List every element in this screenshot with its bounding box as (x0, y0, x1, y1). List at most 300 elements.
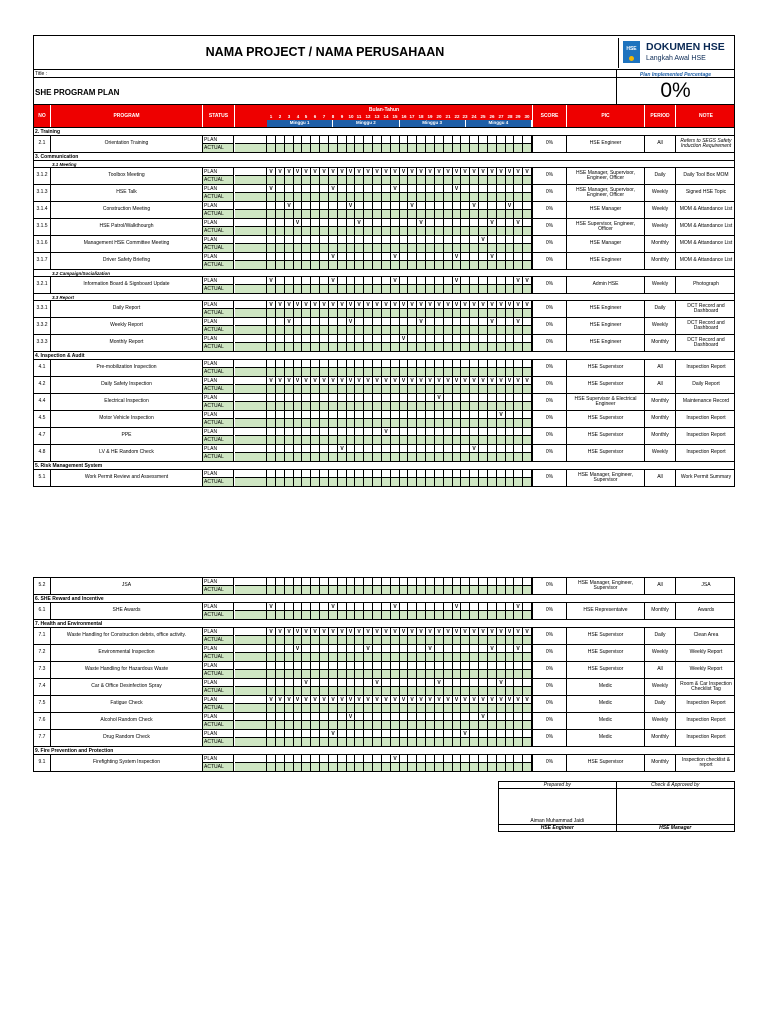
plan-day-cell[interactable] (444, 645, 453, 652)
plan-day-cell[interactable] (400, 236, 408, 243)
plan-day-cell[interactable] (382, 730, 391, 737)
plan-day-cell[interactable] (355, 645, 364, 652)
plan-day-cell[interactable]: V (453, 253, 461, 260)
plan-day-cell[interactable] (444, 578, 453, 585)
actual-day-cell[interactable] (347, 210, 355, 218)
plan-day-cell[interactable] (311, 360, 320, 367)
actual-day-cell[interactable] (488, 343, 497, 351)
plan-day-cell[interactable]: V (453, 628, 461, 635)
actual-day-cell[interactable] (382, 144, 391, 152)
plan-day-cell[interactable]: V (417, 168, 426, 175)
actual-day-cell[interactable] (311, 636, 320, 644)
plan-day-cell[interactable]: V (497, 696, 506, 703)
plan-day-cell[interactable] (391, 202, 400, 209)
actual-day-cell[interactable] (311, 738, 320, 746)
actual-day-cell[interactable] (329, 285, 338, 293)
actual-day-cell[interactable] (267, 419, 276, 427)
actual-day-cell[interactable] (523, 436, 532, 444)
plan-day-cell[interactable] (470, 713, 479, 720)
plan-day-cell[interactable]: V (426, 645, 435, 652)
actual-day-cell[interactable] (408, 144, 417, 152)
plan-day-cell[interactable] (523, 394, 532, 401)
actual-day-cell[interactable] (400, 227, 408, 235)
actual-day-cell[interactable] (400, 721, 408, 729)
actual-day-cell[interactable] (311, 721, 320, 729)
actual-day-cell[interactable] (506, 244, 514, 252)
plan-day-cell[interactable] (276, 335, 285, 342)
plan-day-cell[interactable] (329, 428, 338, 435)
actual-day-cell[interactable] (294, 636, 302, 644)
actual-day-cell[interactable] (276, 763, 285, 771)
plan-day-cell[interactable] (497, 470, 506, 477)
plan-day-cell[interactable] (267, 428, 276, 435)
actual-day-cell[interactable] (329, 721, 338, 729)
actual-day-cell[interactable] (400, 210, 408, 218)
actual-day-cell[interactable] (276, 244, 285, 252)
plan-day-cell[interactable] (479, 755, 488, 762)
actual-day-cell[interactable] (382, 368, 391, 376)
actual-day-cell[interactable] (453, 611, 461, 619)
plan-day-cell[interactable]: V (444, 168, 453, 175)
plan-day-cell[interactable] (311, 277, 320, 284)
plan-day-cell[interactable]: V (479, 628, 488, 635)
actual-day-cell[interactable] (267, 670, 276, 678)
actual-day-cell[interactable] (311, 385, 320, 393)
actual-day-cell[interactable] (417, 586, 426, 594)
plan-day-cell[interactable] (276, 253, 285, 260)
plan-day-cell[interactable] (426, 755, 435, 762)
actual-day-cell[interactable] (382, 285, 391, 293)
plan-day-cell[interactable]: V (470, 202, 479, 209)
plan-day-cell[interactable]: V (479, 168, 488, 175)
plan-day-cell[interactable]: V (435, 394, 444, 401)
plan-day-cell[interactable] (302, 253, 311, 260)
plan-day-cell[interactable] (320, 603, 329, 610)
actual-day-cell[interactable] (382, 653, 391, 661)
plan-day-cell[interactable] (302, 713, 311, 720)
plan-day-cell[interactable] (364, 603, 373, 610)
actual-day-cell[interactable] (347, 478, 355, 486)
actual-day-cell[interactable] (408, 453, 417, 461)
plan-day-cell[interactable]: V (276, 301, 285, 308)
actual-day-cell[interactable] (417, 144, 426, 152)
plan-day-cell[interactable] (320, 219, 329, 226)
actual-day-cell[interactable] (453, 653, 461, 661)
plan-day-cell[interactable] (470, 730, 479, 737)
actual-day-cell[interactable] (514, 419, 523, 427)
plan-day-cell[interactable] (514, 236, 523, 243)
plan-day-cell[interactable] (417, 253, 426, 260)
actual-day-cell[interactable] (311, 326, 320, 334)
actual-day-cell[interactable] (338, 144, 347, 152)
plan-day-cell[interactable] (400, 318, 408, 325)
plan-day-cell[interactable] (435, 755, 444, 762)
actual-day-cell[interactable] (329, 343, 338, 351)
actual-day-cell[interactable] (320, 343, 329, 351)
actual-day-cell[interactable] (400, 653, 408, 661)
actual-day-cell[interactable] (497, 704, 506, 712)
actual-day-cell[interactable] (320, 738, 329, 746)
actual-day-cell[interactable] (294, 176, 302, 184)
actual-day-cell[interactable] (391, 402, 400, 410)
actual-day-cell[interactable] (329, 176, 338, 184)
plan-day-cell[interactable] (347, 236, 355, 243)
actual-day-cell[interactable] (479, 285, 488, 293)
plan-day-cell[interactable] (364, 335, 373, 342)
plan-day-cell[interactable]: V (461, 377, 470, 384)
actual-day-cell[interactable] (320, 704, 329, 712)
actual-day-cell[interactable] (479, 210, 488, 218)
actual-day-cell[interactable] (408, 309, 417, 317)
plan-day-cell[interactable] (453, 219, 461, 226)
actual-day-cell[interactable] (461, 704, 470, 712)
actual-day-cell[interactable] (408, 763, 417, 771)
plan-day-cell[interactable] (444, 411, 453, 418)
plan-day-cell[interactable] (417, 394, 426, 401)
plan-day-cell[interactable] (488, 394, 497, 401)
plan-day-cell[interactable]: V (338, 168, 347, 175)
plan-day-cell[interactable] (373, 428, 382, 435)
plan-day-cell[interactable] (506, 360, 514, 367)
plan-day-cell[interactable] (400, 578, 408, 585)
actual-day-cell[interactable] (338, 611, 347, 619)
actual-day-cell[interactable] (497, 193, 506, 201)
actual-day-cell[interactable] (382, 586, 391, 594)
plan-day-cell[interactable] (488, 603, 497, 610)
actual-day-cell[interactable] (400, 244, 408, 252)
actual-day-cell[interactable] (373, 611, 382, 619)
plan-day-cell[interactable] (497, 394, 506, 401)
actual-day-cell[interactable] (285, 738, 294, 746)
plan-day-cell[interactable] (461, 136, 470, 143)
actual-day-cell[interactable] (470, 385, 479, 393)
plan-day-cell[interactable] (523, 318, 532, 325)
actual-day-cell[interactable] (453, 385, 461, 393)
plan-day-cell[interactable]: V (408, 377, 417, 384)
plan-day-cell[interactable] (338, 335, 347, 342)
plan-day-cell[interactable] (320, 679, 329, 686)
plan-day-cell[interactable] (285, 428, 294, 435)
actual-day-cell[interactable] (453, 368, 461, 376)
plan-day-cell[interactable] (408, 277, 417, 284)
actual-day-cell[interactable] (435, 368, 444, 376)
actual-day-cell[interactable] (302, 453, 311, 461)
plan-day-cell[interactable] (444, 445, 453, 452)
actual-day-cell[interactable] (267, 611, 276, 619)
actual-day-cell[interactable] (488, 176, 497, 184)
plan-day-cell[interactable] (408, 394, 417, 401)
actual-day-cell[interactable] (294, 670, 302, 678)
plan-day-cell[interactable] (497, 202, 506, 209)
actual-day-cell[interactable] (453, 763, 461, 771)
actual-day-cell[interactable] (364, 763, 373, 771)
plan-day-cell[interactable]: V (285, 377, 294, 384)
plan-day-cell[interactable]: V (364, 628, 373, 635)
plan-day-cell[interactable] (267, 713, 276, 720)
plan-day-cell[interactable] (329, 360, 338, 367)
plan-day-cell[interactable] (355, 755, 364, 762)
actual-day-cell[interactable] (479, 309, 488, 317)
actual-day-cell[interactable] (285, 419, 294, 427)
plan-day-cell[interactable] (320, 318, 329, 325)
plan-day-cell[interactable] (347, 645, 355, 652)
plan-day-cell[interactable]: V (338, 377, 347, 384)
actual-day-cell[interactable] (373, 419, 382, 427)
actual-day-cell[interactable] (514, 670, 523, 678)
actual-day-cell[interactable] (267, 436, 276, 444)
plan-day-cell[interactable] (426, 277, 435, 284)
plan-day-cell[interactable] (329, 755, 338, 762)
actual-day-cell[interactable] (523, 285, 532, 293)
plan-day-cell[interactable] (435, 603, 444, 610)
plan-day-cell[interactable]: V (470, 628, 479, 635)
plan-day-cell[interactable]: V (479, 236, 488, 243)
plan-day-cell[interactable] (470, 578, 479, 585)
plan-day-cell[interactable]: V (453, 603, 461, 610)
actual-day-cell[interactable] (355, 309, 364, 317)
plan-day-cell[interactable]: V (400, 168, 408, 175)
actual-day-cell[interactable] (302, 285, 311, 293)
actual-day-cell[interactable] (426, 210, 435, 218)
actual-day-cell[interactable] (461, 244, 470, 252)
plan-day-cell[interactable] (426, 713, 435, 720)
plan-day-cell[interactable] (302, 730, 311, 737)
plan-day-cell[interactable] (417, 185, 426, 192)
plan-day-cell[interactable] (373, 360, 382, 367)
actual-day-cell[interactable] (329, 738, 338, 746)
plan-day-cell[interactable] (267, 645, 276, 652)
plan-day-cell[interactable] (329, 411, 338, 418)
actual-day-cell[interactable] (523, 763, 532, 771)
actual-day-cell[interactable] (267, 586, 276, 594)
plan-day-cell[interactable] (391, 730, 400, 737)
plan-day-cell[interactable]: V (453, 277, 461, 284)
actual-day-cell[interactable] (311, 453, 320, 461)
actual-day-cell[interactable] (523, 176, 532, 184)
actual-day-cell[interactable] (470, 611, 479, 619)
plan-day-cell[interactable]: V (444, 301, 453, 308)
plan-day-cell[interactable] (391, 335, 400, 342)
plan-day-cell[interactable] (302, 578, 311, 585)
plan-day-cell[interactable] (488, 136, 497, 143)
actual-day-cell[interactable] (514, 687, 523, 695)
plan-day-cell[interactable]: V (400, 377, 408, 384)
plan-day-cell[interactable]: V (523, 696, 532, 703)
plan-day-cell[interactable]: V (444, 696, 453, 703)
plan-day-cell[interactable] (294, 185, 302, 192)
actual-day-cell[interactable] (497, 244, 506, 252)
actual-day-cell[interactable] (435, 402, 444, 410)
plan-day-cell[interactable] (329, 335, 338, 342)
plan-day-cell[interactable] (285, 713, 294, 720)
plan-day-cell[interactable] (364, 679, 373, 686)
plan-day-cell[interactable] (444, 394, 453, 401)
plan-day-cell[interactable] (382, 713, 391, 720)
plan-day-cell[interactable] (302, 411, 311, 418)
plan-day-cell[interactable] (338, 713, 347, 720)
plan-day-cell[interactable] (400, 136, 408, 143)
plan-day-cell[interactable]: V (294, 645, 302, 652)
plan-day-cell[interactable] (382, 277, 391, 284)
plan-day-cell[interactable]: V (276, 696, 285, 703)
actual-day-cell[interactable] (408, 586, 417, 594)
actual-day-cell[interactable] (479, 368, 488, 376)
actual-day-cell[interactable] (479, 478, 488, 486)
actual-day-cell[interactable] (294, 244, 302, 252)
plan-day-cell[interactable] (506, 713, 514, 720)
plan-day-cell[interactable] (400, 603, 408, 610)
plan-day-cell[interactable]: V (320, 377, 329, 384)
plan-day-cell[interactable] (391, 713, 400, 720)
actual-day-cell[interactable] (364, 611, 373, 619)
actual-day-cell[interactable] (470, 326, 479, 334)
actual-day-cell[interactable] (329, 193, 338, 201)
plan-day-cell[interactable] (382, 578, 391, 585)
plan-day-cell[interactable] (479, 277, 488, 284)
actual-day-cell[interactable] (338, 193, 347, 201)
plan-day-cell[interactable] (382, 470, 391, 477)
actual-day-cell[interactable] (506, 653, 514, 661)
actual-day-cell[interactable] (435, 687, 444, 695)
plan-day-cell[interactable]: V (267, 628, 276, 635)
plan-day-cell[interactable] (497, 219, 506, 226)
plan-day-cell[interactable] (355, 411, 364, 418)
plan-day-cell[interactable] (408, 136, 417, 143)
actual-day-cell[interactable] (417, 653, 426, 661)
actual-day-cell[interactable] (497, 586, 506, 594)
plan-day-cell[interactable] (294, 394, 302, 401)
plan-day-cell[interactable] (523, 202, 532, 209)
plan-day-cell[interactable]: V (400, 696, 408, 703)
actual-day-cell[interactable] (267, 738, 276, 746)
plan-day-cell[interactable] (435, 335, 444, 342)
plan-day-cell[interactable] (382, 335, 391, 342)
plan-day-cell[interactable] (400, 445, 408, 452)
plan-day-cell[interactable] (488, 335, 497, 342)
actual-day-cell[interactable] (408, 611, 417, 619)
plan-day-cell[interactable] (267, 411, 276, 418)
plan-day-cell[interactable] (320, 662, 329, 669)
actual-day-cell[interactable] (320, 368, 329, 376)
plan-day-cell[interactable] (408, 755, 417, 762)
actual-day-cell[interactable] (417, 176, 426, 184)
actual-day-cell[interactable] (302, 402, 311, 410)
plan-day-cell[interactable] (267, 253, 276, 260)
actual-day-cell[interactable] (373, 704, 382, 712)
plan-day-cell[interactable]: V (391, 755, 400, 762)
actual-day-cell[interactable] (320, 611, 329, 619)
plan-day-cell[interactable]: V (347, 713, 355, 720)
plan-day-cell[interactable] (311, 236, 320, 243)
actual-day-cell[interactable] (453, 478, 461, 486)
plan-day-cell[interactable] (417, 136, 426, 143)
plan-day-cell[interactable] (347, 428, 355, 435)
plan-day-cell[interactable] (338, 202, 347, 209)
plan-day-cell[interactable] (373, 277, 382, 284)
actual-day-cell[interactable] (338, 402, 347, 410)
plan-day-cell[interactable] (408, 219, 417, 226)
actual-day-cell[interactable] (355, 611, 364, 619)
plan-day-cell[interactable] (285, 136, 294, 143)
plan-day-cell[interactable]: V (382, 696, 391, 703)
actual-day-cell[interactable] (497, 326, 506, 334)
actual-day-cell[interactable] (347, 687, 355, 695)
actual-day-cell[interactable] (382, 453, 391, 461)
actual-day-cell[interactable] (347, 368, 355, 376)
plan-day-cell[interactable] (311, 713, 320, 720)
actual-day-cell[interactable] (435, 763, 444, 771)
plan-day-cell[interactable] (320, 253, 329, 260)
plan-day-cell[interactable] (461, 185, 470, 192)
actual-day-cell[interactable] (302, 586, 311, 594)
actual-day-cell[interactable] (364, 653, 373, 661)
plan-day-cell[interactable]: V (408, 168, 417, 175)
plan-day-cell[interactable] (479, 219, 488, 226)
actual-day-cell[interactable] (479, 436, 488, 444)
actual-day-cell[interactable] (470, 210, 479, 218)
actual-day-cell[interactable] (444, 385, 453, 393)
actual-day-cell[interactable] (276, 285, 285, 293)
actual-day-cell[interactable] (479, 419, 488, 427)
plan-day-cell[interactable]: V (523, 301, 532, 308)
plan-day-cell[interactable] (285, 360, 294, 367)
actual-day-cell[interactable] (514, 326, 523, 334)
actual-day-cell[interactable] (488, 453, 497, 461)
plan-day-cell[interactable] (391, 318, 400, 325)
plan-day-cell[interactable]: V (382, 628, 391, 635)
plan-day-cell[interactable] (311, 445, 320, 452)
actual-day-cell[interactable] (382, 244, 391, 252)
actual-day-cell[interactable] (479, 704, 488, 712)
plan-day-cell[interactable] (285, 219, 294, 226)
plan-day-cell[interactable] (444, 277, 453, 284)
actual-day-cell[interactable] (444, 721, 453, 729)
actual-day-cell[interactable] (400, 738, 408, 746)
plan-day-cell[interactable] (294, 136, 302, 143)
actual-day-cell[interactable] (373, 687, 382, 695)
actual-day-cell[interactable] (488, 385, 497, 393)
plan-day-cell[interactable]: V (497, 168, 506, 175)
plan-day-cell[interactable]: V (347, 377, 355, 384)
actual-day-cell[interactable] (523, 704, 532, 712)
actual-day-cell[interactable] (294, 738, 302, 746)
actual-day-cell[interactable] (364, 309, 373, 317)
actual-day-cell[interactable] (294, 419, 302, 427)
actual-day-cell[interactable] (479, 144, 488, 152)
plan-day-cell[interactable] (355, 360, 364, 367)
actual-day-cell[interactable] (355, 670, 364, 678)
actual-day-cell[interactable] (506, 670, 514, 678)
actual-day-cell[interactable] (417, 721, 426, 729)
actual-day-cell[interactable] (329, 436, 338, 444)
plan-day-cell[interactable]: V (338, 696, 347, 703)
plan-day-cell[interactable] (497, 253, 506, 260)
actual-day-cell[interactable] (276, 738, 285, 746)
actual-day-cell[interactable] (506, 326, 514, 334)
plan-day-cell[interactable] (373, 335, 382, 342)
actual-day-cell[interactable] (267, 210, 276, 218)
plan-day-cell[interactable] (373, 470, 382, 477)
actual-day-cell[interactable] (488, 436, 497, 444)
actual-day-cell[interactable] (338, 419, 347, 427)
plan-day-cell[interactable] (364, 253, 373, 260)
plan-day-cell[interactable] (267, 136, 276, 143)
actual-day-cell[interactable] (391, 385, 400, 393)
plan-day-cell[interactable] (514, 185, 523, 192)
plan-day-cell[interactable]: V (417, 377, 426, 384)
plan-day-cell[interactable] (470, 360, 479, 367)
actual-day-cell[interactable] (488, 419, 497, 427)
